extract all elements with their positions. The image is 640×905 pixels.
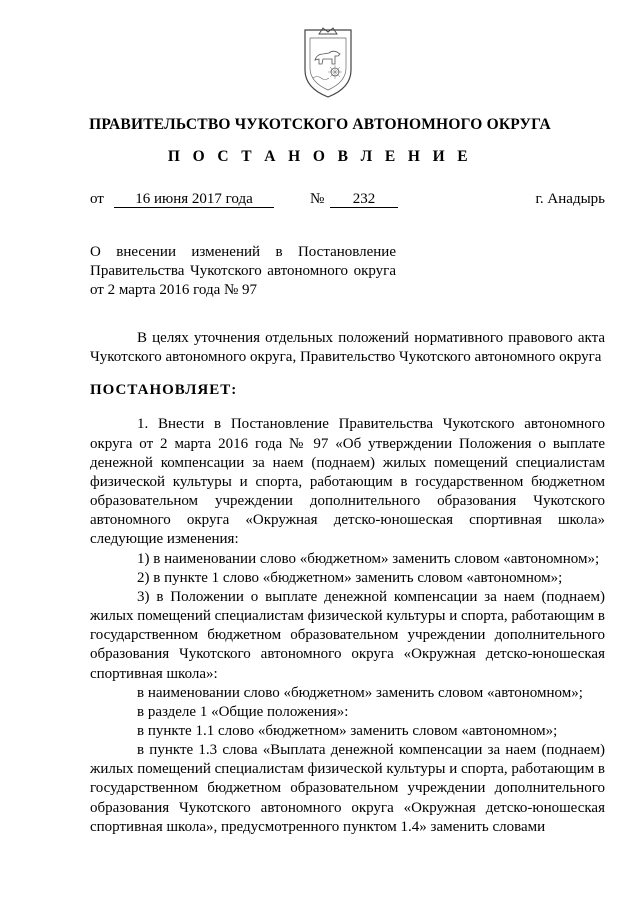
document-type-title: П О С Т А Н О В Л Е Н И Е bbox=[167, 148, 473, 165]
from-label: от bbox=[90, 191, 104, 207]
document-number: 232 bbox=[330, 191, 398, 208]
document-date: 16 июня 2017 года bbox=[114, 191, 274, 208]
subject-line: Правительства Чукотского автономного округа bbox=[90, 263, 396, 279]
subitem-3c-paragraph: в пункте 1.1 слово «бюджетном» заменить словом «автономном»; bbox=[137, 722, 558, 739]
chukotka-coat-of-arms-icon bbox=[299, 24, 357, 100]
subitem-2-paragraph: 2) в пункте 1 слово «бюджетном» заменить словом «автономном»; bbox=[137, 569, 563, 586]
resolves-heading: ПОСТАНОВЛЯЕТ: bbox=[90, 382, 238, 399]
document-body bbox=[90, 329, 605, 837]
subitem-1-paragraph: 1) в наименовании слово «бюджетном» заменить словом «автономном»; bbox=[137, 550, 600, 567]
item-1-paragraph: 1. Внести в Постановление Правительства Чукотского автономного округа от 2 марта 2016 года № 97 «Об утверждении Положения о выплате денежной компенсации за наем (поднаем) жилых помещений специалистам физической культуры и спорта, работающим в государственном бюджетном образовательном учреждении дополнительного образования Чукотского автономного округа «Окружная детско-юношеская спортивная школа» следующие изменения: bbox=[90, 416, 605, 548]
government-title: ПРАВИТЕЛЬСТВО ЧУКОТСКОГО АВТОНОМНОГО ОКРУГА bbox=[89, 116, 551, 133]
subitem-3d-paragraph: в пункте 1.3 слова «Выплата денежной компенсации за наем (поднаем) жилых помещений специалистам физической культуры и спорта, работающим в государственном бюджетном образовательном учреждении дополнительного образования Чукотского автономного округа «Окружная детско-юношеская спортивная школа», предусмотренного пунктом 1.4» заменить словами bbox=[90, 742, 605, 835]
subject-line: О внесении изменений в Постановление bbox=[90, 244, 396, 260]
subject-line: от 2 марта 2016 года № 97 bbox=[90, 282, 258, 298]
subitem-3-paragraph: 3) в Положении о выплате денежной компенсации за наем (поднаем) жилых помещений специалистам физической культуры и спорта, работающим в государственном бюджетном образовательном учреждении дополнительного образования Чукотского автономного округа «Окружная детско-юношеская спортивная школа»: bbox=[90, 588, 605, 682]
preamble-paragraph: В целях уточнения отдельных положений нормативного правового акта Чукотского автономного округа, Правительство Чукотского автономного округа bbox=[90, 330, 605, 366]
number-label: № bbox=[310, 191, 325, 207]
document-subject bbox=[90, 243, 396, 300]
subitem-3a-paragraph: в наименовании слово «бюджетном» заменить словом «автономном»; bbox=[137, 684, 583, 701]
document-meta-row bbox=[90, 191, 605, 211]
subitem-3b-paragraph: в разделе 1 «Общие положения»: bbox=[137, 703, 349, 720]
document-place: г. Анадырь bbox=[535, 191, 605, 207]
